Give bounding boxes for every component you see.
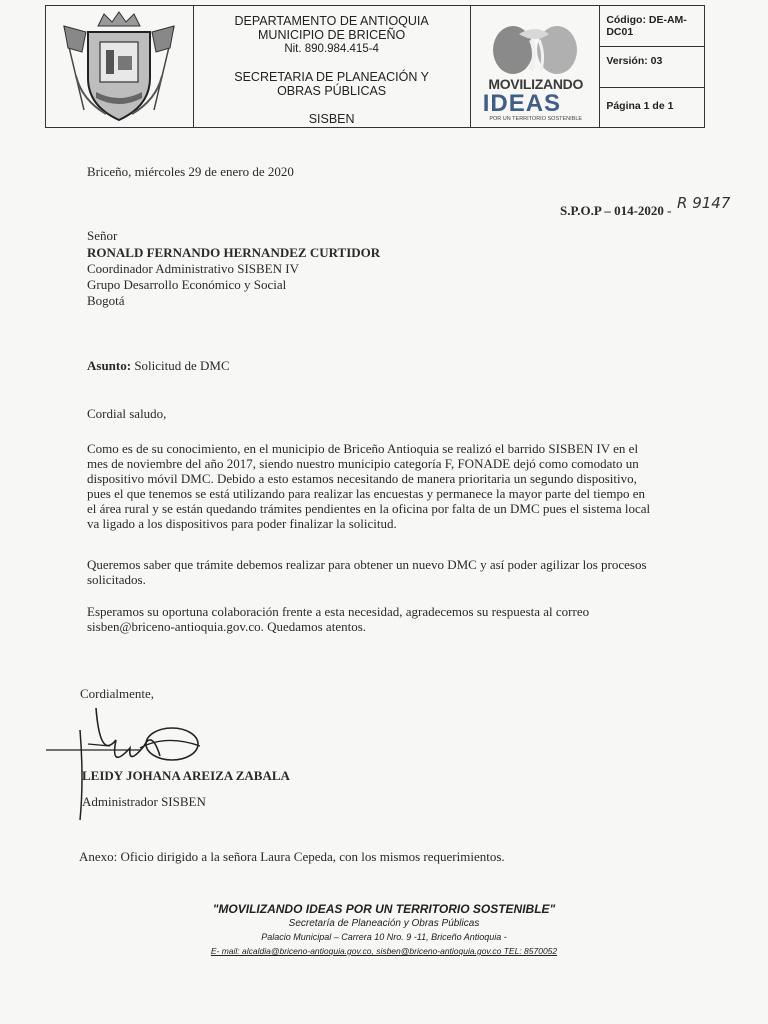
footer-contact: E- mail: alcaldia@briceno-antioquia.gov.co, sisben@briceno-antioquia.gov.co TEL: 8570052 bbox=[210, 946, 558, 956]
paragraph-2-line: Queremos saber que trámite debemos realizar para obtener un nuevo DMC y así poder agilizar los procesos bbox=[87, 557, 647, 572]
version-text: Versión: 03 bbox=[606, 55, 663, 67]
place-date: Briceño, miércoles 29 de enero de 2020 bbox=[87, 164, 294, 179]
code-text: Código: DE-AM-DC01 bbox=[606, 14, 687, 38]
office-line-2: OBRAS PÚBLICAS bbox=[277, 84, 387, 98]
footer-office: Secretaría de Planeación y Obras Públicas bbox=[288, 918, 480, 929]
paragraph-3-line: Esperamos su oportuna colaboración frente a esta necesidad, agradecemos su respuesta al correo bbox=[87, 604, 590, 619]
paragraph-1-line: Como es de su conocimiento, en el municipio de Briceño Antioquia se realizó el barrido SISBEN IV en el bbox=[87, 441, 639, 456]
paragraph-2-line: solicitados. bbox=[87, 572, 146, 587]
logo-cell bbox=[471, 6, 601, 127]
department-title bbox=[194, 14, 470, 56]
signer-name: LEIDY JOHANA AREIZA ZABALA bbox=[82, 768, 290, 783]
paragraph-1-line: dispositivo móvil DMC. Debido a esto estamos necesitando de manera prioritaria un segundo dispositivo, bbox=[87, 471, 637, 486]
subject-line bbox=[87, 358, 230, 373]
paragraph-1-line: el área rural y se están quedando trámites pendientes en la oficina por falta de un DMC pues el sistema local bbox=[87, 501, 651, 516]
program-label: SISBEN bbox=[308, 112, 355, 126]
paragraph-3 bbox=[87, 604, 672, 634]
recipient-group: Grupo Desarrollo Económico y Social bbox=[87, 277, 287, 292]
recipient-city: Bogotá bbox=[87, 293, 125, 308]
reference-number: S.P.O.P – 014-2020 - bbox=[560, 203, 672, 218]
subject-label: Asunto: bbox=[87, 358, 132, 373]
meta-version bbox=[600, 47, 704, 88]
footer-motto: "MOVILIZANDO IDEAS POR UN TERRITORIO SOSTENIBLE" bbox=[212, 902, 556, 916]
office-line-1: SECRETARIA DE PLANEACIÓN Y bbox=[234, 70, 429, 84]
footer-address: Palacio Municipal – Carrera 10 Nro. 9 -11, Briceño Antioquia - bbox=[261, 932, 507, 942]
paragraph-2 bbox=[87, 557, 672, 587]
paragraph-1-line: pues el que tenemos se está utilizando para realizar las encuestas y permanece la mayor parte del tiempo en bbox=[87, 486, 646, 501]
recipient-role: Coordinador Administrativo SISBEN IV bbox=[87, 261, 299, 276]
recipient-name: RONALD FERNANDO HERNANDEZ CURTIDOR bbox=[87, 245, 381, 260]
closing: Cordialmente, bbox=[80, 686, 155, 701]
movilizando-ideas-logo bbox=[479, 20, 593, 124]
logo-wordmark-top: MOVILIZANDO bbox=[488, 76, 584, 92]
letterhead-table bbox=[45, 5, 705, 128]
title-cell bbox=[194, 6, 471, 127]
paragraph-1-line: va ligado a los dispositivos para poder finalizar la solicitud. bbox=[87, 516, 397, 531]
municipal-shield-icon bbox=[46, 6, 192, 126]
signer-role: Administrador SISBEN bbox=[82, 794, 206, 809]
office-title bbox=[194, 70, 470, 98]
meta-code bbox=[600, 6, 704, 47]
shield-cell bbox=[46, 6, 194, 127]
paragraph-3-line: sisben@briceno-antioquia.gov.co. Quedamos atentos. bbox=[87, 619, 367, 634]
salutation-title: Señor bbox=[87, 228, 118, 243]
department-line: DEPARTAMENTO DE ANTIOQUIA bbox=[234, 14, 429, 28]
annex-note: Anexo: Oficio dirigido a la señora Laura Cepeda, con los mismos requerimientos. bbox=[79, 849, 505, 864]
nit-line: Nit. 890.984.415-4 bbox=[284, 43, 379, 55]
handwritten-reference: R 9147 bbox=[677, 194, 731, 212]
paragraph-1-line: mes de noviembre del año 2017, siendo nuestro municipio categoría F, FONADE dejó como comodato un bbox=[87, 456, 639, 471]
page-text: Página 1 de 1 bbox=[606, 100, 674, 112]
subject-text: Solicitud de DMC bbox=[134, 358, 230, 373]
meta-page bbox=[600, 88, 704, 129]
municipality-line: MUNICIPIO DE BRICEÑO bbox=[258, 28, 406, 42]
greeting: Cordial saludo, bbox=[87, 406, 167, 421]
leaf-logo-icon bbox=[479, 20, 593, 78]
paragraph-1 bbox=[87, 441, 672, 531]
logo-wordmark-bottom: IDEAS bbox=[482, 90, 562, 117]
document-meta-cell bbox=[600, 6, 704, 127]
logo-tagline: POR UN TERRITORIO SOSTENIBLE bbox=[489, 116, 583, 122]
